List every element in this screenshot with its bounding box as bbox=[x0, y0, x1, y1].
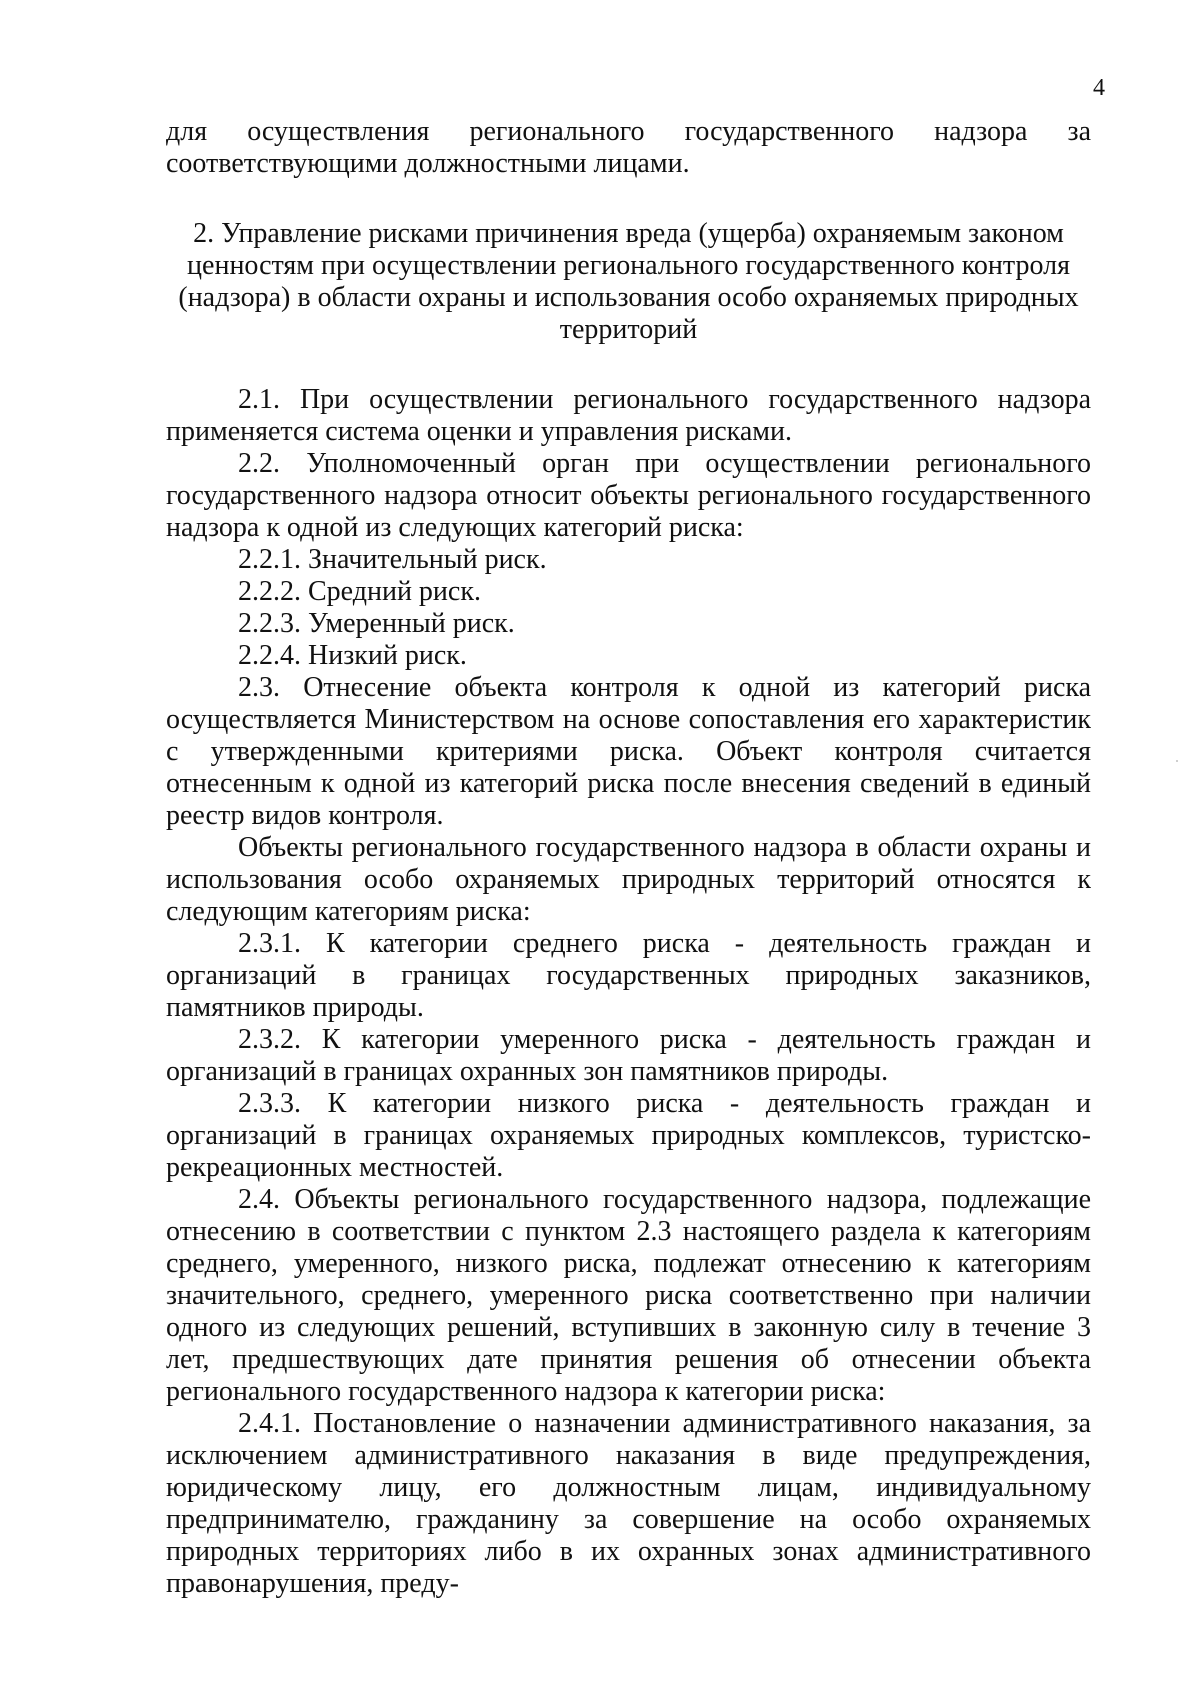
list-item-2-2-2: 2.2.2. Средний риск. bbox=[238, 576, 481, 607]
paragraph-2-3: 2.3. Отнесение объекта контроля к одной из категорий риска осуществляется Министерством на основе сопоставления его характеристик с утвержденными критериями риска. Объект контроля считается отнесенным к одной из категорий риска после внесения сведений в единый реестр видов контроля. bbox=[166, 672, 1091, 831]
paragraph-risk-categories: Объекты регионального государственного надзора в области охраны и использования особо охраняемых природных территорий относятся к следующим категориям риска: bbox=[166, 832, 1091, 927]
paragraph-2-1: 2.1. При осуществлении регионального государственного надзора применяется система оценки и управления рисками. bbox=[166, 384, 1091, 447]
paragraph-2-3-2: 2.3.2. К категории умеренного риска - деятельность граждан и организаций в границах охранных зон памятников природы. bbox=[166, 1024, 1091, 1087]
document-body bbox=[166, 116, 1091, 1600]
paragraph-2-3-3: 2.3.3. К категории низкого риска - деятельность граждан и организаций в границах охраняемых природных комплексов, туристско-рекреационных местностей. bbox=[166, 1088, 1091, 1183]
page-number: 4 bbox=[1093, 75, 1105, 101]
section-heading: 2. Управление рисками причинения вреда (ущерба) охраняемым законом ценностям при осуществлении регионального государственного контроля (надзора) в области охраны и использования особо охраняемых природных территорий bbox=[178, 218, 1079, 345]
paragraph-2-3-1: 2.3.1. К категории среднего риска - деятельность граждан и организаций в границах государственных природных заказников, памятников природы. bbox=[166, 928, 1091, 1023]
scan-dot bbox=[1176, 760, 1178, 762]
list-item-2-2-4: 2.2.4. Низкий риск. bbox=[238, 640, 467, 671]
paragraph-2-4: 2.4. Объекты регионального государственного надзора, подлежащие отнесению в соответствии с пунктом 2.3 настоящего раздела к категориям среднего, умеренного, низкого риска, подлежат отнесению к категориям значительного, среднего, умеренного риска соответственно при наличии одного из следующих решений, вступивших в законную силу в течение 3 лет, предшествующих дате принятия решения об отнесении объекта регионального государственного надзора к категории риска: bbox=[166, 1184, 1091, 1407]
paragraph-2-4-1: 2.4.1. Постановление о назначении административного наказания, за исключением административного наказания в виде предупреждения, юридическому лицу, его должностным лицам, индивидуальному предпринимателю, гражданину за совершение на особо охраняемых природных территориях либо в их охранных зонах административного правонарушения, преду- bbox=[166, 1408, 1091, 1599]
list-item-2-2-3: 2.2.3. Умеренный риск. bbox=[238, 608, 515, 639]
paragraph-2-2: 2.2. Уполномоченный орган при осуществлении регионального государственного надзора относит объекты регионального государственного надзора к одной из следующих категорий риска: bbox=[166, 448, 1091, 543]
list-item-2-2-1: 2.2.1. Значительный риск. bbox=[238, 544, 547, 575]
paragraph-continuation: для осуществления регионального государственного надзора за соответствующими должностными лицами. bbox=[166, 116, 1091, 179]
